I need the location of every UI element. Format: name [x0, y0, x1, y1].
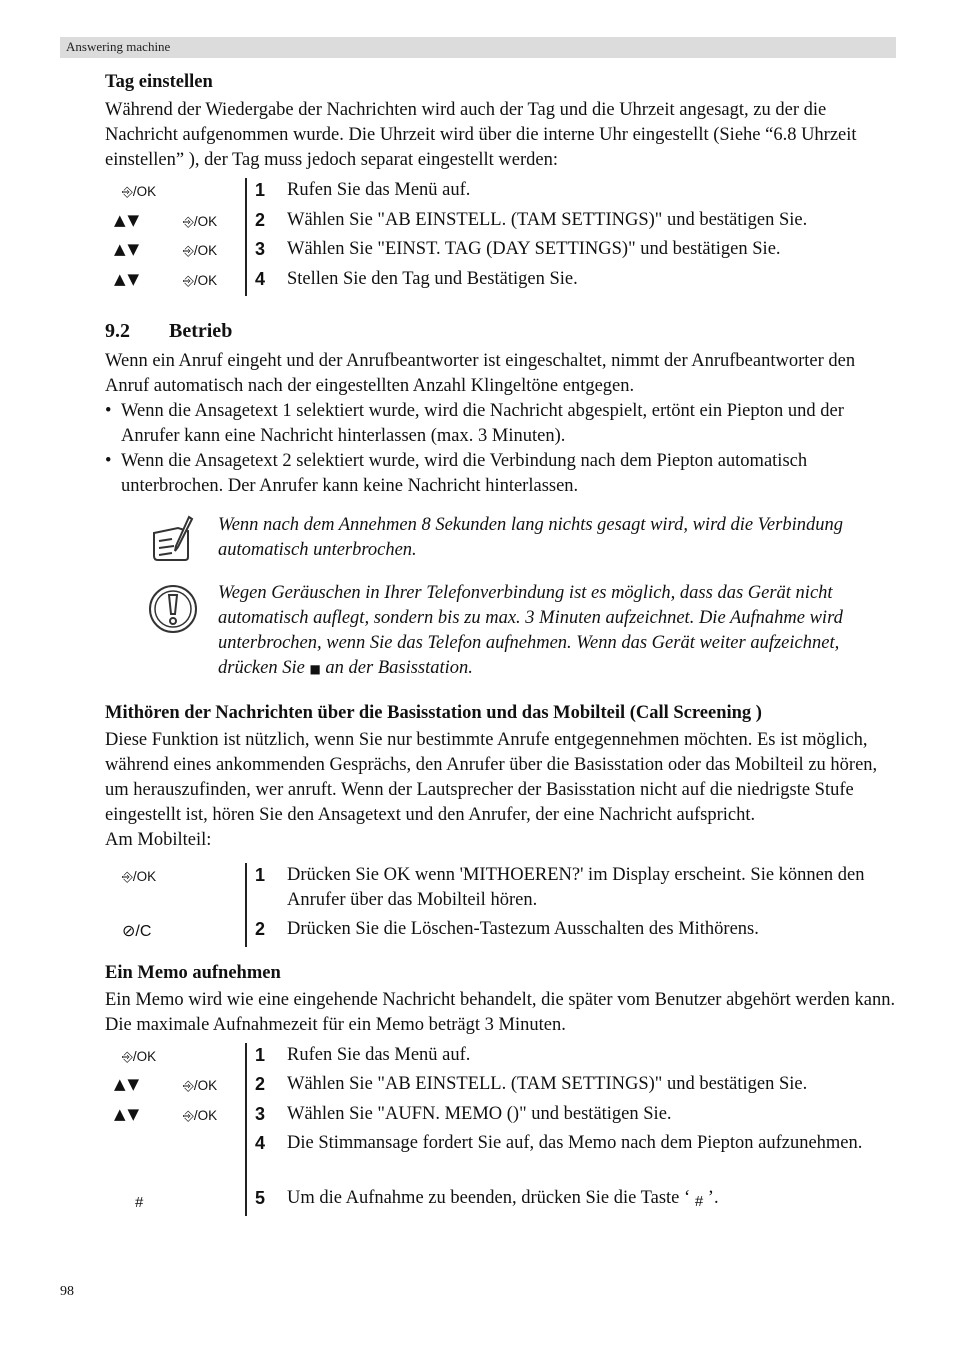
page-number: 98 — [60, 1284, 74, 1299]
step-number: 2 — [255, 209, 266, 230]
page-content — [105, 70, 900, 1216]
up-down-arrows-icon: ▲▼ — [114, 240, 142, 258]
section-number: 9.2 — [105, 320, 130, 342]
step-text: Die Stimmansage fordert Sie auf, das Memo nach dem Piepton aufzunehmen. — [287, 1133, 863, 1153]
step-row — [0, 267, 900, 297]
step-row — [0, 208, 900, 238]
step-number: 4 — [255, 1133, 266, 1153]
hash-key-icon: # — [135, 1194, 144, 1211]
step-text: Rufen Sie das Menü auf. — [287, 180, 471, 200]
ok-key-icon: ⎆/OK — [183, 213, 218, 229]
bullet-item: • Wenn die Ansagetext 2 selektiert wurde, wird die Verbindung nach dem Piepton automatisch unterbrochen. Der Anrufer kann keine Nachricht hinterlassen. — [105, 451, 808, 496]
step-number: 4 — [255, 268, 266, 289]
step-number: 5 — [255, 1188, 266, 1208]
step-text: Stellen Sie den Tag und Bestätigen Sie. — [287, 268, 578, 289]
ok-key-icon: ⎆/OK — [122, 184, 157, 199]
warning-exclamation-icon — [0, 581, 218, 631]
screening-intro: Diese Funktion ist nützlich, wenn Sie nur bestimmte Anrufe entgegennehmen möchten. Es ist möglich, während eines ankommenden Gesprächs, den Anrufer über die Basisstation oder das Mobilteil zu hören, um herauszufinden, wer anruft. Wenn der Lautsprecher der Basisstation nicht auf die niedrigste Stufe eingestellt ist, hören Sie den Ansagetext und den Anrufer, der eine Nachricht aufspricht. — [105, 730, 878, 825]
step-text: Drücken Sie OK wenn 'MITHOEREN?' im Display erscheint. Sie können den Anrufer über das Mobilteil hören. — [287, 865, 865, 910]
up-down-arrows-icon: ▲▼ — [114, 1104, 142, 1123]
step-number: 3 — [255, 239, 266, 259]
step-row — [0, 1072, 900, 1102]
step-text: Drücken Sie die Löschen-Tastezum Ausschalten des Mithörens. — [287, 919, 759, 939]
ok-key-icon: ⎆/OK — [122, 1048, 157, 1064]
tag-steps — [0, 178, 900, 296]
step-row — [0, 237, 900, 267]
step-row — [0, 917, 900, 947]
step-row — [0, 1102, 900, 1132]
up-down-arrows-icon: ▲▼ — [114, 269, 142, 288]
step-text: Wählen Sie "EINST. TAG (DAY SETTINGS)" und bestätigen Sie. — [287, 239, 781, 259]
bullet-item: • Wenn die Ansagetext 1 selektiert wurde, wird die Nachricht abgespielt, ertönt ein Piepton und der Anrufer kann eine Nachricht hinterlassen (max. 3 Minuten). — [105, 401, 844, 446]
step-text: Rufen Sie das Menü auf. — [287, 1044, 471, 1065]
step-number: 3 — [255, 1103, 266, 1124]
step-row — [0, 1131, 900, 1186]
hash-glyph: # — [694, 1193, 704, 1210]
step-row — [0, 178, 900, 208]
tag-heading: Tag einstellen — [105, 72, 213, 92]
section-title — [105, 318, 900, 344]
section-name: Betrieb — [169, 320, 233, 342]
stop-key-icon: ■ — [309, 662, 321, 676]
step-number: 2 — [255, 1074, 266, 1094]
tag-intro: Während der Wiedergabe der Nachrichten wird auch der Tag und die Uhrzeit angesagt, zu der die Nachricht aufgenommen wurde. Die Uhrzeit wird über die interne Uhr eingestellt (Siehe “6.8 Uhrzeit einstellen” ), der Tag muss jedoch separat eingestellt werden: — [105, 100, 857, 170]
ok-key-icon: ⎆/OK — [183, 1107, 218, 1123]
memo-intro: Ein Memo wird wie eine eingehende Nachricht behandelt, die später vom Benutzer abgehört werden kann. Die maximale Aufnahmezeit für ein Memo beträgt 3 Minuten. — [105, 989, 896, 1035]
memo-steps — [0, 1043, 900, 1216]
note-text: Wenn nach dem Annehmen 8 Sekunden lang nichts gesagt wird, wird die Verbindung automatisch unterbrochen. — [218, 515, 843, 560]
clear-key-icon: ⊘/C — [122, 923, 152, 940]
header-title: Answering machine — [66, 39, 171, 54]
step-row — [0, 863, 900, 917]
step-text: Wählen Sie "AUFN. MEMO ()" und bestätigen Sie. — [287, 1103, 672, 1124]
step-row — [0, 1186, 900, 1216]
note-pencil-icon — [0, 513, 218, 563]
up-down-arrows-icon: ▲▼ — [114, 210, 142, 229]
header-bar — [60, 37, 896, 58]
step-number: 1 — [255, 1044, 266, 1065]
ok-key-icon: ⎆/OK — [122, 869, 157, 884]
screening-steps — [0, 863, 900, 947]
step-number: 2 — [255, 919, 266, 939]
note-text: Wegen Geräuschen in Ihrer Telefonverbindung ist es möglich, dass das Gerät nicht automatisch auflegt, sondern bis zu max. 3 Minuten aufzeichnet. Die Aufnahme wird unterbrochen, wenn Sie das Telefon aufnehmen. Wenn das Gerät weiter aufzeichnet, drücken Sie ■ an der Basisstation. — [218, 583, 843, 678]
step-number: 1 — [255, 865, 266, 885]
ok-key-icon: ⎆/OK — [183, 1078, 218, 1093]
ok-key-icon: ⎆/OK — [183, 243, 218, 258]
step-text: Wählen Sie "AB EINSTELL. (TAM SETTINGS)" und bestätigen Sie. — [287, 1074, 808, 1094]
betrieb-intro: Wenn ein Anruf eingeht und der Anrufbeantworter ist eingeschaltet, nimmt der Anrufbeantworter den Anruf automatisch nach der eingestellten Anzahl Klingeltöne entgegen. — [105, 351, 856, 396]
step-row — [0, 1043, 900, 1073]
step-text: Wählen Sie "AB EINSTELL. (TAM SETTINGS)" und bestätigen Sie. — [287, 209, 808, 230]
step-text: Um die Aufnahme zu beenden, drücken Sie die Taste ‘ # ’. — [287, 1188, 719, 1210]
note-info — [0, 513, 900, 563]
up-down-arrows-icon: ▲▼ — [114, 1075, 142, 1093]
note-warning — [0, 581, 900, 682]
screening-heading: Mithören der Nachrichten über die Basisstation und das Mobilteil (Call Screening ) — [105, 703, 762, 723]
memo-heading: Ein Memo aufnehmen — [105, 962, 281, 983]
screening-sub: Am Mobilteil: — [105, 830, 212, 850]
ok-key-icon: ⎆/OK — [183, 272, 218, 288]
step-number: 1 — [255, 180, 266, 200]
